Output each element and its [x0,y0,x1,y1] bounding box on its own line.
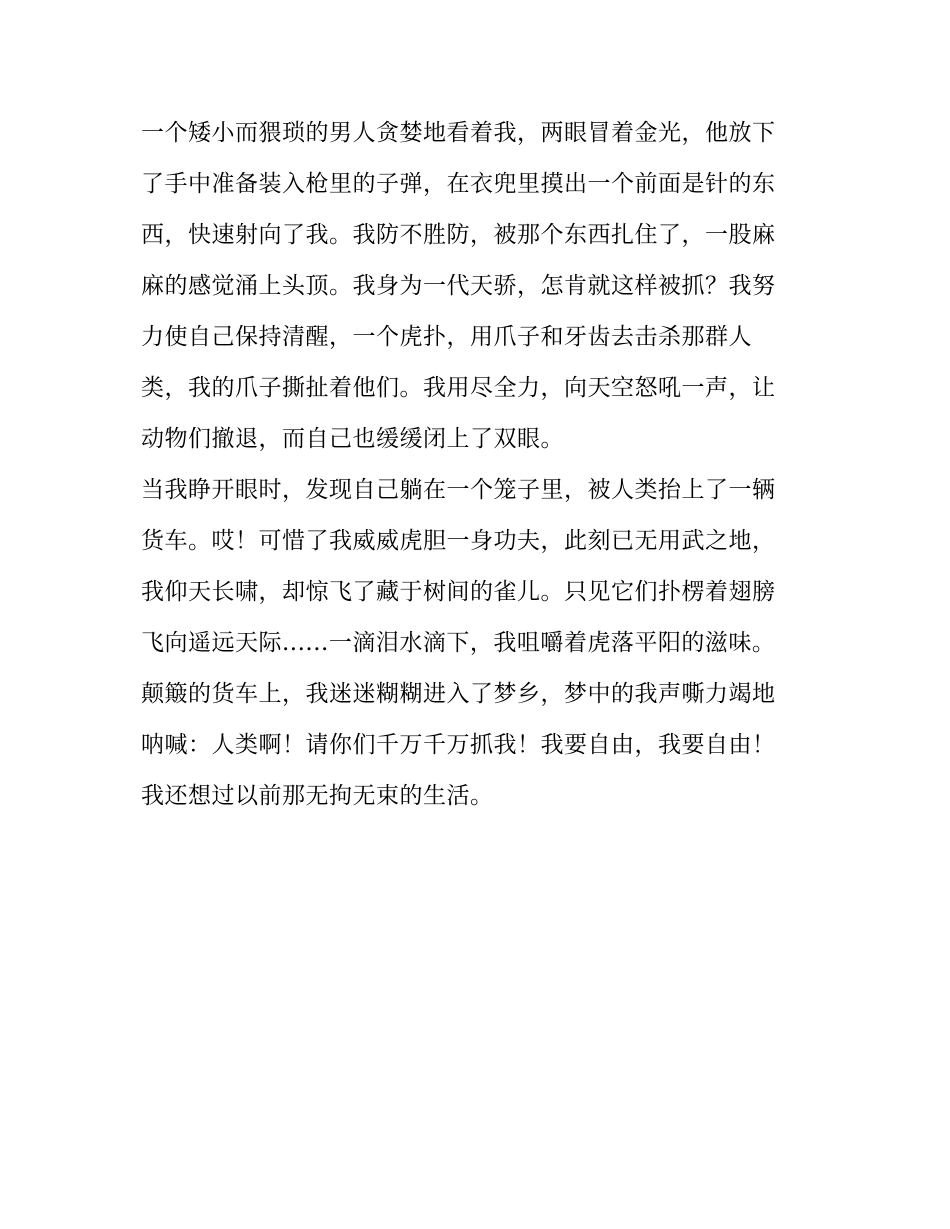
text-line: 当我睁开眼时，发现自己躺在一个笼子里，被人类抬上了一辆 [141,477,776,503]
text-line: 麻的感觉涌上头顶。我身为一代天骄，怎肯就这样被抓？我努 [141,273,776,299]
text-line: 了手中准备装入枪里的子弹，在衣兜里摸出一个前面是针的东 [141,171,776,197]
text-line: 呐喊：人类啊！请你们千万千万抓我！我要自由，我要自由！ [141,732,776,758]
text-line: 颠簸的货车上，我迷迷糊糊进入了梦乡，梦中的我声嘶力竭地 [141,681,776,707]
story-text [141,108,821,822]
text-line: 一个矮小而猥琐的男人贪婪地看着我，两眼冒着金光，他放下 [141,120,776,146]
text-line: 类，我的爪子撕扯着他们。我用尽全力，向天空怒吼一声，让 [141,375,776,401]
text-line: 货车。哎！可惜了我威威虎胆一身功夫，此刻已无用武之地， [141,528,776,554]
text-line: 西，快速射向了我。我防不胜防，被那个东西扎住了，一股麻 [141,222,776,248]
text-line: 动物们撤退，而自己也缓缓闭上了双眼。 [141,426,564,452]
text-line: 飞向遥远天际......一滴泪水滴下，我咀嚼着虎落平阳的滋味。 [141,630,776,656]
text-line: 力使自己保持清醒，一个虎扑，用爪子和牙齿去击杀那群人 [141,324,752,350]
text-line: 我还想过以前那无拘无束的生活。 [141,783,494,809]
text-line: 我仰天长啸，却惊飞了藏于树间的雀儿。只见它们扑楞着翅膀 [141,579,776,605]
